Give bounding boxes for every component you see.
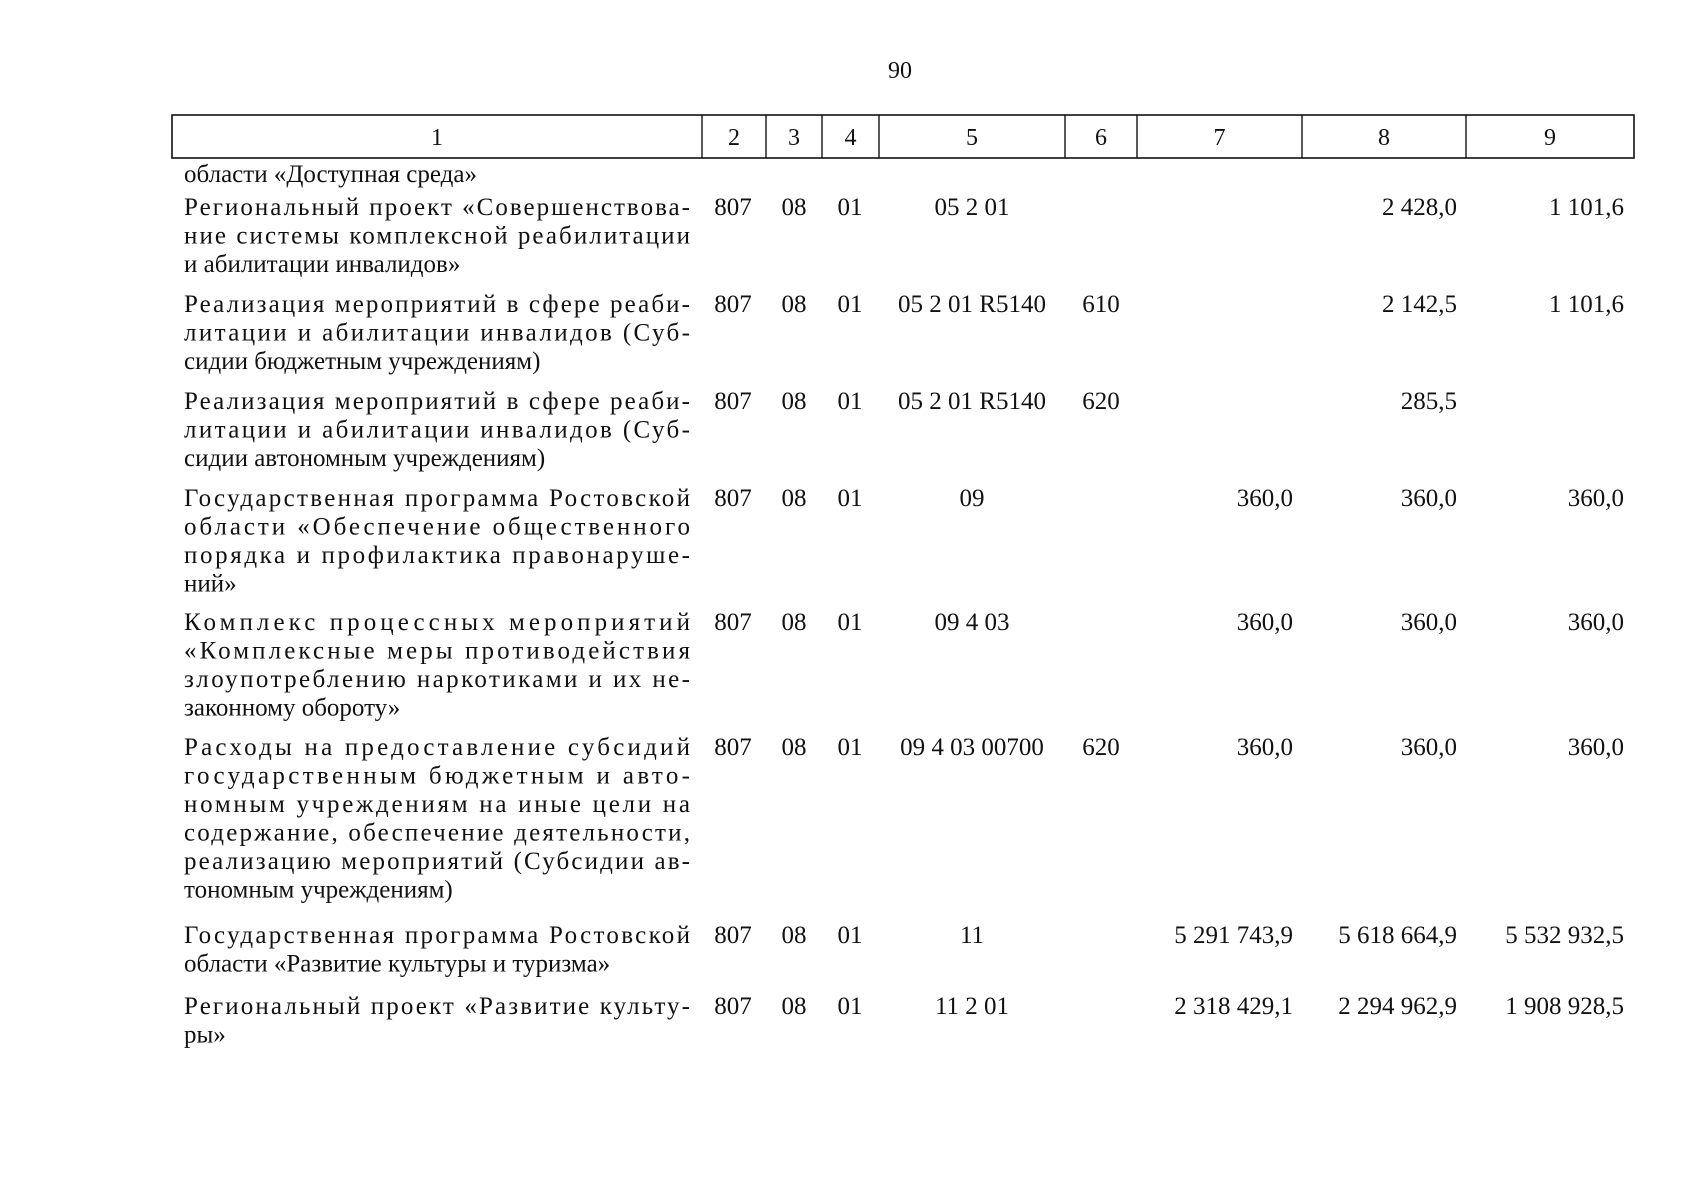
cell-subsection: 01 — [837, 388, 863, 415]
cell-value-col8: 2 142,5 — [1382, 291, 1457, 318]
cell-value-col9: 360,0 — [1567, 485, 1624, 512]
table-row — [184, 485, 1624, 598]
cell-target-item: 09 4 03 — [934, 609, 1010, 636]
row-description-line: сидии автономным учреждениям) — [184, 445, 546, 472]
header-cell-6: 6 — [1095, 125, 1107, 151]
cell-section: 08 — [781, 485, 807, 512]
row-description-line: ры» — [184, 1021, 226, 1049]
row-description-line: Региональный проект «Развитие культу- — [184, 993, 690, 1020]
row-description-line: содержание, обеспечение деятельности, — [184, 819, 690, 847]
row-description-line: Комплекс процессных мероприятий — [184, 609, 690, 636]
cell-target-item: 09 4 03 00700 — [900, 734, 1044, 761]
cell-section: 08 — [781, 922, 807, 949]
cell-value-col9: 1 101,6 — [1549, 291, 1624, 318]
cell-value-col9: 5 532 932,5 — [1505, 922, 1624, 949]
cell-target-item: 11 — [959, 922, 985, 949]
cell-subsection: 01 — [837, 609, 863, 636]
cell-value-col9: 360,0 — [1567, 734, 1624, 761]
row-description-line: «Комплексные меры противодействия — [184, 637, 690, 665]
cell-target-item: 05 2 01 R5140 — [898, 291, 1046, 318]
row-description-line: номным учреждениям на иные цели на — [184, 791, 690, 818]
cell-value-col8: 360,0 — [1400, 734, 1457, 761]
header-cell-5: 5 — [966, 125, 978, 151]
row-description-line: порядка и профилактика правонаруше- — [184, 542, 690, 569]
table-body — [184, 194, 1624, 1049]
row-description-line: ние системы комплексной реабилитации — [184, 222, 690, 250]
row-description-line: тономным учреждениям) — [184, 876, 453, 904]
cell-value-col8: 285,5 — [1400, 388, 1457, 415]
cell-value-col7: 360,0 — [1236, 485, 1293, 512]
row-description-line: Региональный проект «Совершенствова- — [184, 194, 690, 221]
cell-subsection: 01 — [837, 993, 863, 1020]
row-description-line: области «Обеспечение общественного — [184, 513, 690, 541]
row-description-line: злоупотреблению наркотиками и их не- — [184, 666, 690, 693]
cell-target-item: 05 2 01 — [934, 194, 1010, 221]
row-description-line: реализацию мероприятий (Субсидии ав- — [184, 848, 690, 875]
header-cell-9: 9 — [1544, 125, 1556, 151]
cell-chapter: 807 — [714, 734, 752, 761]
cell-value-col7: 360,0 — [1236, 609, 1293, 636]
cell-expense-type: 620 — [1082, 734, 1120, 761]
table-row — [184, 922, 1624, 978]
cell-chapter: 807 — [714, 993, 752, 1020]
cell-value-col7: 2 318 429,1 — [1174, 993, 1293, 1020]
cell-value-col9: 1 908 928,5 — [1505, 993, 1624, 1020]
header-cell-4: 4 — [844, 125, 857, 151]
header-cell-8: 8 — [1378, 125, 1390, 151]
header-cell-2: 2 — [728, 125, 740, 151]
cell-target-item: 09 — [959, 485, 985, 512]
cell-subsection: 01 — [837, 922, 863, 949]
table-row — [184, 609, 1624, 722]
cell-value-col7: 5 291 743,9 — [1174, 922, 1293, 949]
cell-subsection: 01 — [837, 485, 863, 512]
cell-chapter: 807 — [714, 194, 752, 221]
cell-chapter: 807 — [714, 609, 752, 636]
cell-value-col9: 360,0 — [1567, 609, 1624, 636]
row-description-line: и абилитации инвалидов» — [184, 251, 461, 278]
table-row — [184, 291, 1624, 375]
cell-value-col8: 2 428,0 — [1382, 194, 1457, 221]
row-description-line: литации и абилитации инвалидов (Суб- — [184, 319, 690, 347]
cell-value-col8: 360,0 — [1400, 485, 1457, 512]
row-description-line: Расходы на предоставление субсидий — [184, 734, 690, 761]
cell-section: 08 — [781, 194, 807, 221]
row-description-line: сидии бюджетным учреждениям) — [184, 348, 541, 375]
cell-chapter: 807 — [714, 922, 752, 949]
cell-subsection: 01 — [837, 194, 863, 221]
table-row — [184, 993, 1624, 1049]
cell-section: 08 — [781, 609, 807, 636]
row-description-line: государственным бюджетным и авто- — [184, 762, 690, 790]
cell-target-item: 05 2 01 R5140 — [898, 388, 1046, 415]
cell-subsection: 01 — [837, 734, 863, 761]
row-description-line: области «Развитие культуры и туризма» — [184, 950, 611, 978]
cell-value-col7: 360,0 — [1236, 734, 1293, 761]
row-description-line: Реализация мероприятий в сфере реаби- — [184, 291, 690, 318]
cell-target-item: 11 2 01 — [934, 993, 1010, 1020]
cell-chapter: 807 — [714, 388, 752, 415]
cell-section: 08 — [781, 388, 807, 415]
cell-section: 08 — [781, 734, 807, 761]
cell-chapter: 807 — [714, 291, 752, 318]
header-cell-3: 3 — [788, 125, 800, 151]
table-row — [184, 734, 1624, 904]
row-description-line: законному обороту» — [184, 694, 401, 722]
cell-section: 08 — [781, 291, 807, 318]
continuation-text: области «Доступная среда» — [184, 161, 477, 188]
cell-value-col8: 5 618 664,9 — [1338, 922, 1457, 949]
row-description-line: Государственная программа Ростовской — [184, 485, 690, 512]
cell-value-col9: 1 101,6 — [1549, 194, 1624, 221]
table-row — [184, 194, 1624, 278]
header-frame — [172, 115, 1634, 158]
page-number: 90 — [888, 58, 912, 84]
table-row — [184, 388, 1457, 472]
header-cell-7: 7 — [1213, 125, 1226, 151]
cell-expense-type: 610 — [1082, 291, 1120, 318]
row-description-line: ний» — [184, 570, 237, 598]
cell-value-col8: 2 294 962,9 — [1338, 993, 1457, 1020]
header-cell-1: 1 — [431, 125, 443, 151]
cell-expense-type: 620 — [1082, 388, 1120, 415]
row-description-line: Реализация мероприятий в сфере реаби- — [184, 388, 690, 415]
cell-section: 08 — [781, 993, 807, 1020]
cell-subsection: 01 — [837, 291, 863, 318]
row-description-line: литации и абилитации инвалидов (Суб- — [184, 416, 690, 444]
table-header — [172, 115, 1634, 158]
row-description-line: Государственная программа Ростовской — [184, 922, 690, 949]
cell-chapter: 807 — [714, 485, 752, 512]
cell-value-col8: 360,0 — [1400, 609, 1457, 636]
